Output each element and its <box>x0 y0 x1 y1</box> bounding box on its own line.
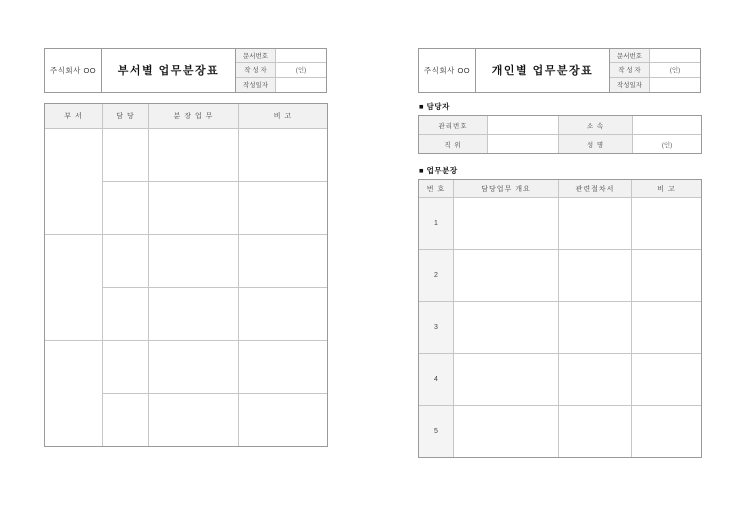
right-form-header <box>418 48 701 93</box>
tasks-cell <box>149 129 239 182</box>
tasks-cell <box>149 235 239 288</box>
col-header-number: 번 호 <box>419 180 454 198</box>
task-summary-cell <box>454 354 559 406</box>
tasks-cell <box>149 288 239 341</box>
department-cell <box>45 129 103 235</box>
writer-stamp: (인) <box>650 63 700 77</box>
table-row <box>419 406 702 458</box>
procedure-cell <box>559 302 632 354</box>
company-name: 주식회사 OO <box>45 49 102 92</box>
row-number: 5 <box>419 406 454 458</box>
col-header-procedure: 관련절차서 <box>559 180 632 198</box>
row-number: 2 <box>419 250 454 302</box>
position-label: 직 위 <box>419 135 488 154</box>
staff-cell <box>103 235 149 288</box>
table-row <box>419 354 702 406</box>
staff-cell <box>103 182 149 235</box>
writer-label: 작 성 자 <box>610 63 650 77</box>
staff-cell <box>103 288 149 341</box>
affiliation-value <box>633 116 702 135</box>
staff-cell <box>103 341 149 394</box>
writer-stamp: (인) <box>276 63 326 77</box>
manager-info-table <box>418 115 702 154</box>
name-label: 성 명 <box>559 135 633 154</box>
table-row <box>419 250 702 302</box>
col-header-department: 부 서 <box>45 104 103 129</box>
table-row <box>419 198 702 250</box>
col-header-tasks: 분 장 업 무 <box>149 104 239 129</box>
row-number: 4 <box>419 354 454 406</box>
assignment-section-label: ■ 업무분장 <box>419 166 458 175</box>
date-label: 작성일자 <box>236 78 276 92</box>
table-row <box>45 129 328 182</box>
date-value <box>276 78 326 92</box>
task-summary-cell <box>454 406 559 458</box>
procedure-cell <box>559 406 632 458</box>
tasks-cell <box>149 182 239 235</box>
table-row <box>419 302 702 354</box>
table-row <box>45 235 328 288</box>
task-summary-cell <box>454 302 559 354</box>
manager-section-label: ■ 담당자 <box>419 102 450 111</box>
notes-cell <box>632 250 702 302</box>
notes-cell <box>632 198 702 250</box>
table-row <box>45 341 328 394</box>
col-header-task-summary: 담당업무 개요 <box>454 180 559 198</box>
department-cell <box>45 235 103 341</box>
notes-cell <box>239 182 328 235</box>
row-number: 3 <box>419 302 454 354</box>
name-stamp: (인) <box>633 135 702 154</box>
left-form <box>44 48 327 447</box>
department-table <box>44 103 328 447</box>
date-value <box>650 78 700 92</box>
doc-number-value <box>276 49 326 63</box>
tasks-cell <box>149 341 239 394</box>
notes-cell <box>632 302 702 354</box>
table-row <box>419 135 702 154</box>
notes-cell <box>239 341 328 394</box>
left-form-header <box>44 48 327 93</box>
notes-cell <box>239 235 328 288</box>
notes-cell <box>239 394 328 447</box>
writer-label: 작 성 자 <box>236 63 276 77</box>
notes-cell <box>239 129 328 182</box>
staff-cell <box>103 129 149 182</box>
task-summary-cell <box>454 250 559 302</box>
table-header-row <box>419 180 702 198</box>
notes-cell <box>632 354 702 406</box>
affiliation-label: 소 속 <box>559 116 633 135</box>
notes-cell <box>632 406 702 458</box>
doc-number-label: 문서번호 <box>236 49 276 63</box>
procedure-cell <box>559 354 632 406</box>
form-title: 부서별 업무분장표 <box>102 49 236 92</box>
assignment-table <box>418 179 702 458</box>
procedure-cell <box>559 198 632 250</box>
form-title: 개인별 업무분장표 <box>476 49 610 92</box>
table-row <box>419 116 702 135</box>
col-header-staff: 담 당 <box>103 104 149 129</box>
table-header-row <box>45 104 328 129</box>
procedure-cell <box>559 250 632 302</box>
doc-number-value <box>650 49 700 63</box>
right-form <box>418 48 701 458</box>
management-number-value <box>488 116 559 135</box>
company-name: 주식회사 OO <box>419 49 476 92</box>
tasks-cell <box>149 394 239 447</box>
staff-cell <box>103 394 149 447</box>
task-summary-cell <box>454 198 559 250</box>
row-number: 1 <box>419 198 454 250</box>
notes-cell <box>239 288 328 341</box>
doc-number-label: 문서번호 <box>610 49 650 63</box>
management-number-label: 관리번호 <box>419 116 488 135</box>
col-header-notes: 비 고 <box>632 180 702 198</box>
department-cell <box>45 341 103 447</box>
col-header-notes: 비 고 <box>239 104 328 129</box>
date-label: 작성일자 <box>610 78 650 92</box>
position-value <box>488 135 559 154</box>
